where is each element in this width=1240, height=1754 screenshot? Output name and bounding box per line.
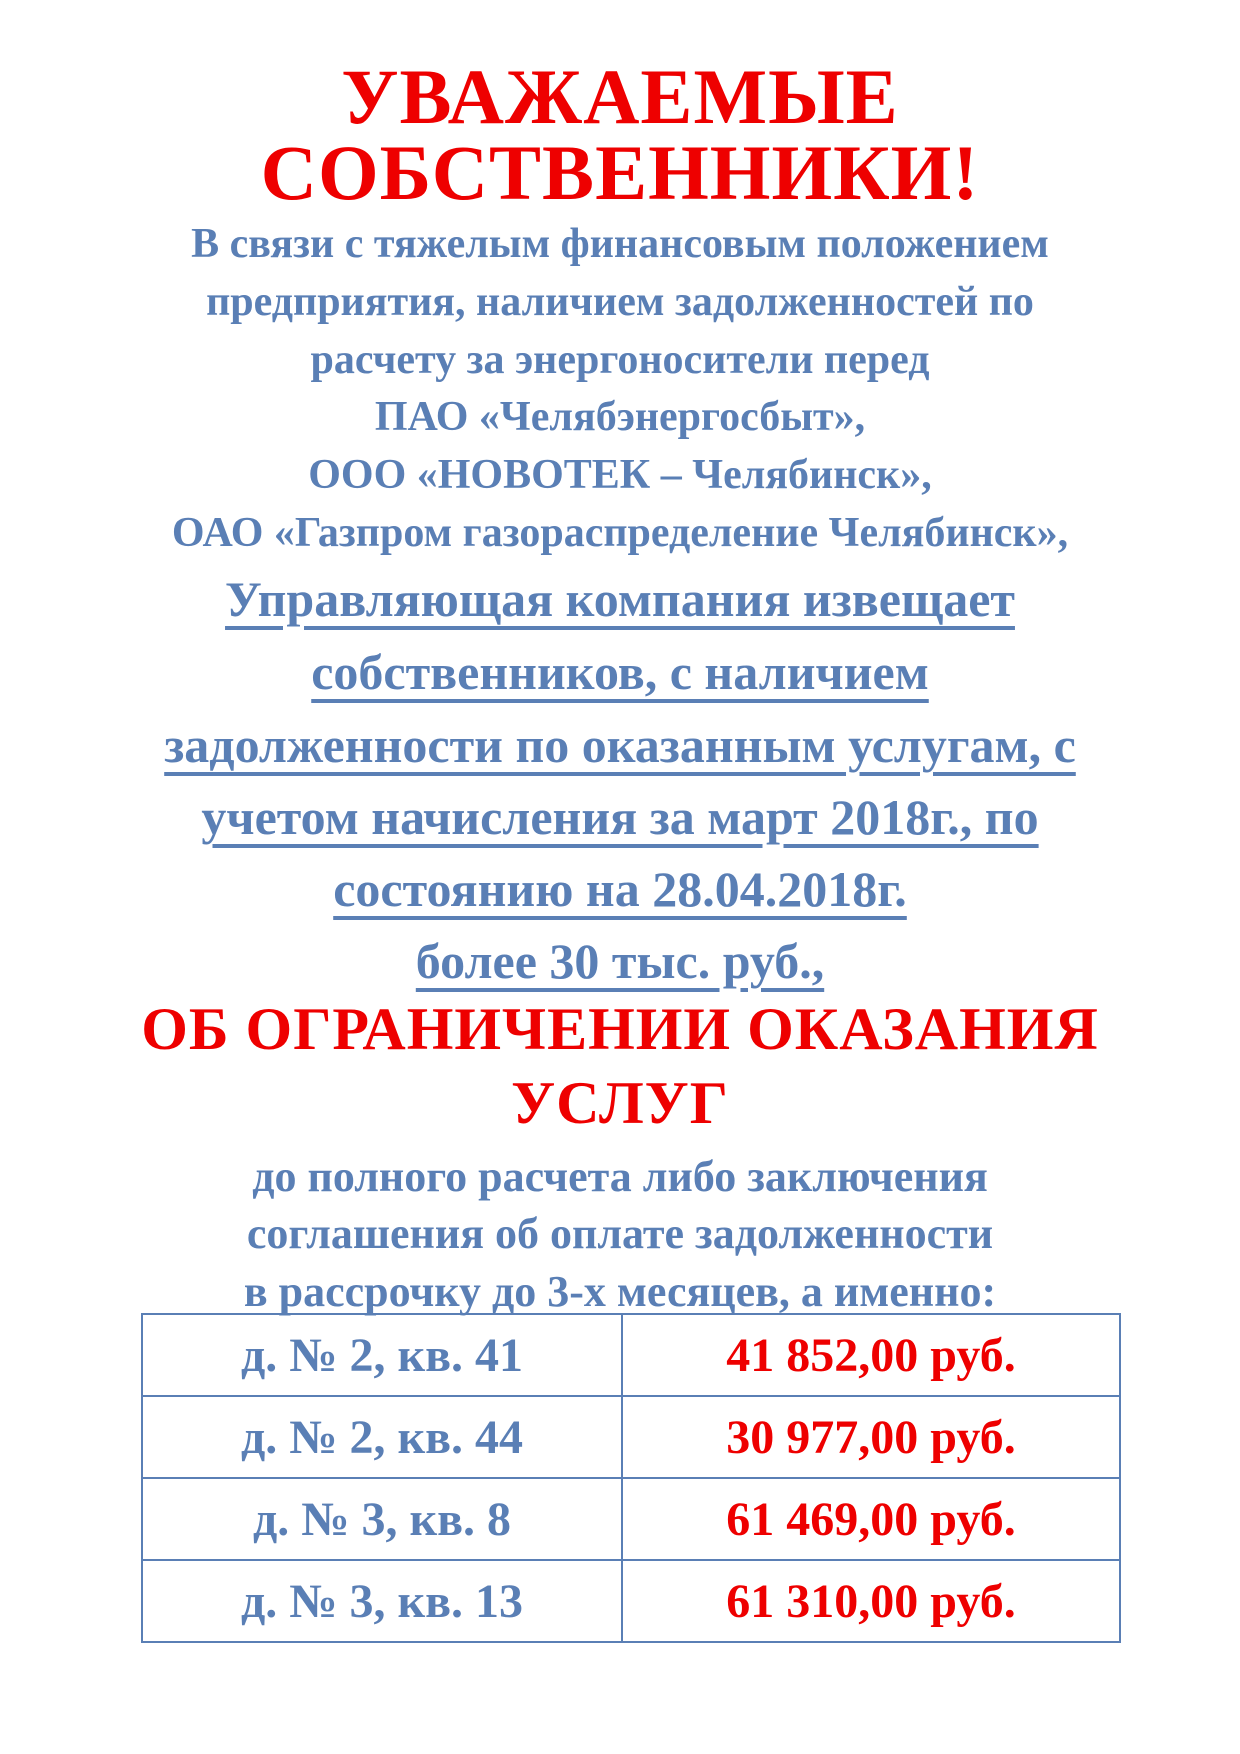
warning-line-2: УСЛУГ [511,1070,729,1136]
notice-line-4: учетом начисления за март 2018г., по [201,789,1039,845]
notice-line-6: более 30 тыс. руб., [415,933,825,989]
intro-line-6: ОАО «Газпром газораспределение Челябинск», [171,510,1069,556]
title-line-2: СОБСТВЕННИКИ! [260,129,980,216]
debt-amount: 41 852,00 руб. [622,1314,1120,1396]
debt-address: д. № 2, кв. 44 [142,1396,622,1478]
intro-line-4: ПАО «Челябэнергосбыт», [374,394,866,440]
table-row [142,1396,1120,1478]
debt-amount: 61 469,00 руб. [622,1478,1120,1560]
table-row [142,1560,1120,1642]
notice-line-1: Управляющая компания извещает [225,571,1015,627]
terms-line-3: в рассрочку до 3-х месяцев, а именно: [243,1267,997,1316]
intro-line-2: предприятия, наличием задолженностей по [206,279,1034,325]
debt-amount: 30 977,00 руб. [622,1396,1120,1478]
terms-line-2: соглашения об оплате задолженности [246,1209,994,1258]
table-row [142,1478,1120,1560]
notice-line-5: состоянию на 28.04.2018г. [333,861,907,917]
debt-address: д. № 2, кв. 41 [142,1314,622,1396]
debts-table [141,1313,1121,1643]
debt-address: д. № 3, кв. 8 [142,1478,622,1560]
terms-line-1: до полного расчета либо заключения [252,1152,988,1201]
title-line-1: УВАЖАЕМЫЕ [341,53,899,140]
table-row [142,1314,1120,1396]
debt-amount: 61 310,00 руб. [622,1560,1120,1642]
intro-line-5: ООО «НОВОТЕК – Челябинск», [308,452,932,498]
intro-line-1: В связи с тяжелым финансовым положением [191,221,1049,267]
notice-line-2: собственников, с наличием [311,644,929,700]
warning-line-1: ОБ ОГРАНИЧЕНИИ ОКАЗАНИЯ [141,996,1099,1062]
debt-address: д. № 3, кв. 13 [142,1560,622,1642]
intro-line-3: расчету за энергоносители перед [310,337,930,383]
notice-line-3: задолженности по оказанным услугам, с [164,717,1076,773]
